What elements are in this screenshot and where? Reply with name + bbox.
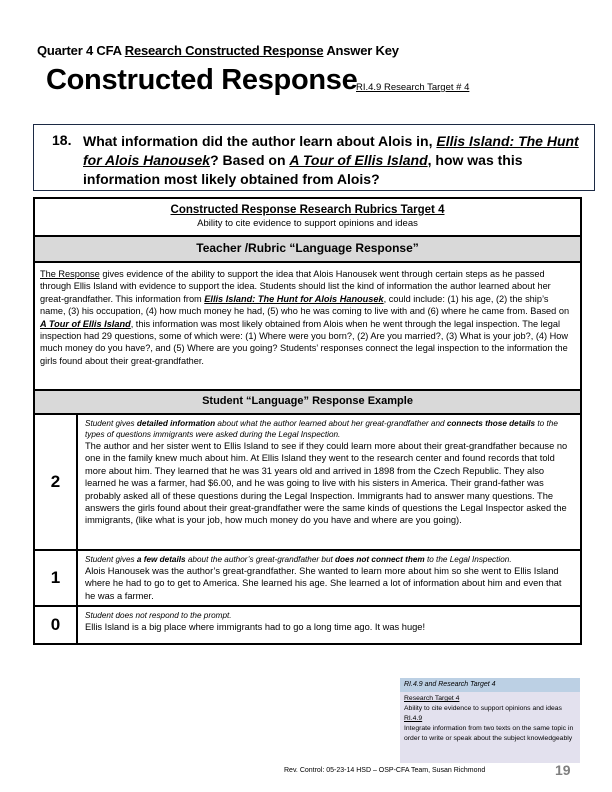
revision-control: Rev. Control: 05-23-14 HSD – OSP-CFA Team, Susan Richmond bbox=[284, 767, 486, 774]
standard-text: Integrate information from two texts on the same topic in order to write or speak about the subject knowledgeably bbox=[404, 725, 574, 742]
example-response: Alois Hanousek was the author’s great-grandfather. She wanted to learn more about him so she went to Ellis Island where he had to go to get to America. She learned his age. She learned a lot of information about him and even that he was a farmer. bbox=[85, 566, 562, 601]
score-criteria: Student gives detailed information about what the author learned about her great-grandfather and connects those details to the types of questions immigrants were asked during the Legal Inspection. bbox=[85, 419, 558, 439]
standards-box bbox=[400, 678, 580, 763]
rubric-table bbox=[33, 197, 582, 645]
rubric-text: , could include: (1) his age, (2) the ship’s name, (3) his occupation, (4) how much money he had, (5) who he was coming to live with and (6) where he came from. Based on bbox=[40, 293, 570, 317]
example-response: The author and her sister went to Ellis Island to see if they could learn more about their great-grandfather because no one in the family knew much about him. At Ellis Island they went to the research center and found records that told more about him. They learned that he was 31 years old and arrived in 1898 from the Czech Republic. They also learned he was a farmer, had $6.00, and he was going to live with his sisters in America. Their grand-father was probably asked all of these questions during the Legal Inspection. Immigrants had to answer many questions. The answers the girls found about their great-grandfather were the same kinds of questions the Legal Inspector asked the immigrants, (like what is your job, how much money do you have and where are you going). bbox=[85, 441, 568, 526]
source-title: A Tour of Ellis Island bbox=[289, 152, 428, 168]
rubric-text: gives evidence of the ability to support the idea that Alois Hanousek went through certain steps as he passed through Ellis Island with evidence to support the idea. Students should list the kind of information the author learned about her great-grandfather. This information from bbox=[40, 269, 551, 304]
question-number: 18. bbox=[52, 132, 72, 148]
source-title: A Tour of Ellis Island bbox=[40, 318, 131, 329]
question-part: ? Based on bbox=[210, 152, 290, 168]
rubric-subtitle: Ability to cite evidence to support opinions and ideas bbox=[197, 218, 418, 229]
page-title: Constructed Response bbox=[46, 64, 358, 96]
header-underlined: Research Constructed Response bbox=[124, 43, 324, 58]
score-description bbox=[85, 418, 574, 527]
page-number: 19 bbox=[555, 762, 571, 778]
example-response: Ellis Island is a big place where immigrants had to go a long time ago. It was huge! bbox=[85, 622, 426, 632]
score-description bbox=[85, 610, 574, 633]
score-row bbox=[35, 607, 580, 643]
standard-label: RI.4.9 bbox=[404, 715, 423, 722]
rubric-text: , this information was most likely obtained from Alois when he went through the legal inspection. The legal inspection had 29 questions, some of which were: (1) Where were you born?, (2) Are you married?, (3) What is your job?, (4) How much money do you have?, and (5) Where are you going? Students’ responses connect the legal inspection to the information the girls found about their great-grandfather. bbox=[40, 318, 569, 366]
target-text: Ability to cite evidence to support opinions and ideas bbox=[404, 705, 562, 712]
score-row bbox=[35, 551, 580, 607]
score-criteria: Student does not respond to the prompt. bbox=[85, 611, 232, 620]
header-suffix: Answer Key bbox=[323, 43, 399, 58]
score-criteria: Student gives a few details about the author’s great-grandfather but does not connect them to the Legal Inspection. bbox=[85, 555, 512, 564]
question-box bbox=[33, 124, 595, 191]
response-lead: The Response bbox=[40, 269, 100, 279]
score-value: 2 bbox=[35, 415, 78, 549]
source-title: Ellis Island: The Hunt for Alois Hanousek bbox=[83, 133, 579, 168]
rubric-title-row bbox=[35, 199, 580, 237]
question-part: What information did the author learn about Alois in, bbox=[83, 133, 437, 149]
score-value: 1 bbox=[35, 551, 78, 605]
teacher-rubric-body bbox=[35, 263, 580, 391]
source-title: Ellis Island: The Hunt for Alois Hanousek bbox=[204, 293, 384, 304]
standard-tag: RI.4.9 Research Target # 4 bbox=[356, 82, 470, 93]
question-part: , how was this information most likely obtained from Alois? bbox=[83, 152, 523, 187]
question-text bbox=[83, 132, 583, 189]
rubric-title: Constructed Response Research Rubrics Target 4 bbox=[170, 204, 445, 216]
score-row bbox=[35, 415, 580, 551]
teacher-rubric-header: Teacher /Rubric “Language Response” bbox=[35, 237, 580, 263]
standards-heading: RI.4.9 and Research Target 4 bbox=[400, 678, 580, 692]
score-value: 0 bbox=[35, 607, 78, 643]
student-response-header: Student “Language” Response Example bbox=[35, 391, 580, 415]
target-label: Research Target 4 bbox=[404, 695, 460, 702]
header-prefix: Quarter 4 CFA bbox=[37, 43, 125, 58]
document-header bbox=[37, 43, 399, 58]
standards-body bbox=[404, 694, 578, 744]
score-description bbox=[85, 554, 574, 602]
